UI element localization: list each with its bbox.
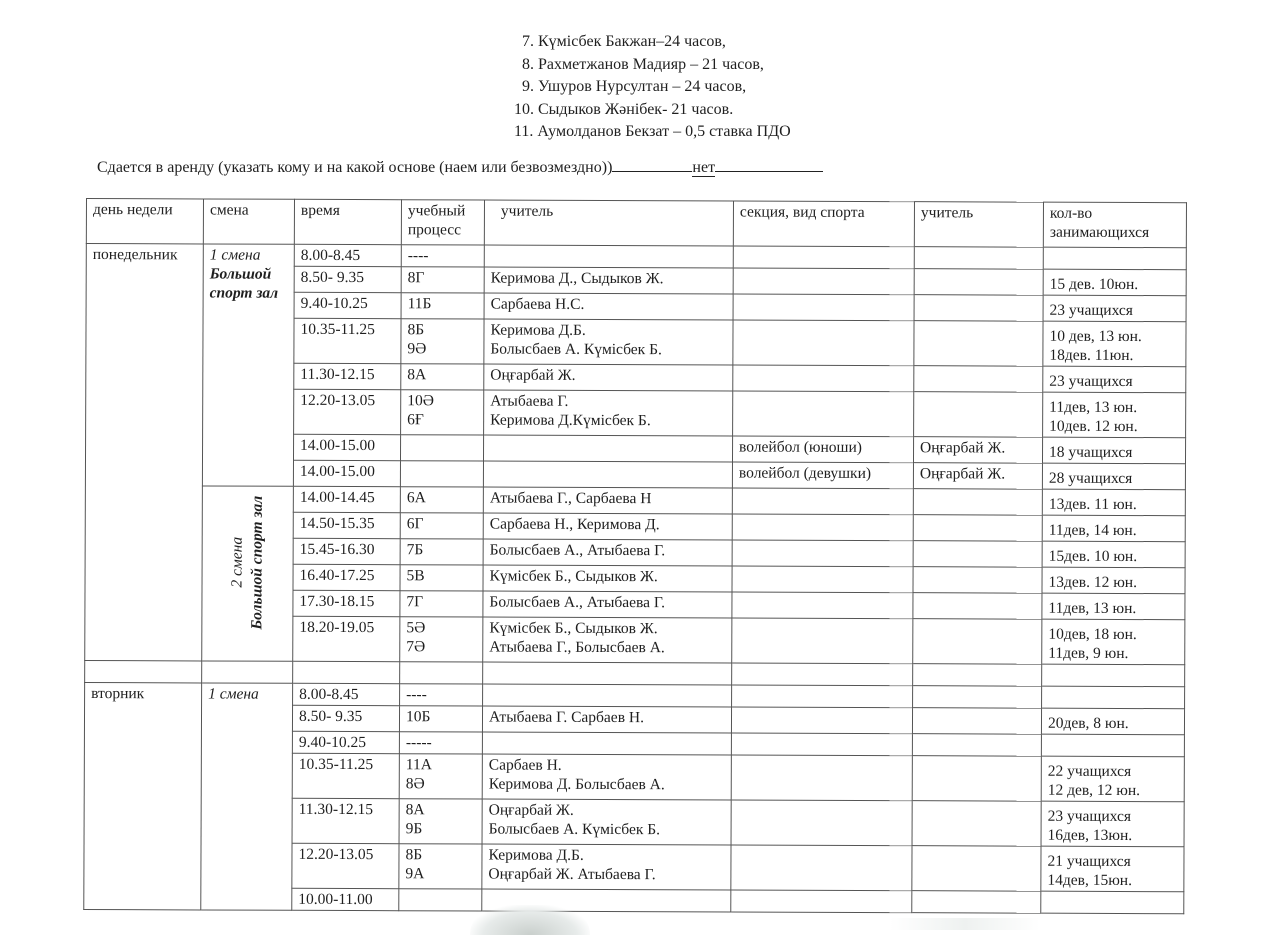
count-cell: 23 учащихся — [1043, 366, 1186, 393]
teacher-cell — [483, 435, 732, 462]
header-cell: время — [294, 199, 401, 244]
time-cell: 17.30-18.15 — [293, 590, 400, 616]
count-cell: 11дев, 13 юн. 10дев. 12 юн. — [1043, 392, 1186, 438]
time-cell: 16.40-17.25 — [293, 564, 400, 590]
time-cell: 8.00-8.45 — [293, 683, 400, 705]
time-cell: 14.00-15.00 — [293, 434, 400, 460]
time-cell: 8.50- 9.35 — [292, 705, 399, 731]
time-cell: 9.40-10.25 — [294, 292, 401, 318]
staff-list-item: 8. Рахметжанов Мадияр – 21 часов, — [522, 55, 764, 73]
class-cell: 7Б — [400, 539, 483, 565]
teacher-cell: Сарбаева Н.С. — [484, 293, 733, 320]
section-teacher-cell — [913, 619, 1042, 664]
staff-list-item: 7. Күмісбек Бакжан–24 часов, — [522, 33, 726, 50]
section-cell — [732, 618, 913, 664]
teacher-cell: Сарбаев Н. Керимова Д. Болысбаев А. — [482, 754, 731, 800]
time-cell: 15.45-16.30 — [293, 538, 400, 564]
section-teacher-cell — [913, 593, 1042, 619]
teacher-cell: Оңғарбай Ж. Болысбаев А. Күмісбек Б. — [482, 799, 731, 845]
section-cell: волейбол (юноши) — [732, 436, 913, 463]
count-cell — [1042, 686, 1185, 709]
staff-list — [510, 31, 791, 144]
header-cell: учитель — [484, 200, 733, 246]
teacher-cell: Атыбаева Г., Сарбаева Н — [483, 487, 732, 514]
header-cell: смена — [203, 199, 294, 244]
count-cell: 10 дев, 13 юн. 18дев. 11юн. — [1043, 321, 1186, 367]
empty-cell — [293, 661, 400, 683]
teacher-cell: Керимова Д.Б. Оңғарбай Ж. Атыбаева Г. — [482, 844, 731, 890]
teacher-cell: Күмісбек Б., Сыдыков Ж. Атыбаева Г., Болысбаев А. — [483, 617, 732, 663]
time-cell: 14.00-15.00 — [293, 460, 400, 486]
table-row — [85, 682, 1185, 708]
section-teacher-cell — [913, 541, 1042, 567]
class-cell: 6Г — [400, 513, 483, 539]
teacher-cell: Күмісбек Б., Сыдыков Ж. — [483, 565, 732, 592]
class-cell: 10Ә 6Ғ — [401, 390, 484, 435]
section-teacher-cell — [912, 734, 1041, 756]
section-teacher-cell — [912, 756, 1041, 801]
teacher-cell: Керимова Д.Б. Болысбаев А. Күмісбек Б. — [484, 319, 733, 365]
count-cell: 15дев. 10 юн. — [1042, 541, 1185, 568]
count-cell: 23 учащихся — [1043, 295, 1186, 322]
time-cell: 14.00-14.45 — [293, 486, 400, 512]
section-cell — [733, 294, 914, 321]
rent-line — [97, 159, 823, 177]
class-cell — [399, 889, 482, 911]
page-shadow — [470, 905, 590, 935]
time-cell: 12.20-13.05 — [294, 389, 401, 434]
time-cell: 12.20-13.05 — [292, 843, 399, 888]
time-cell: 10.35-11.25 — [294, 318, 401, 363]
count-cell: 15 дев. 10юн. — [1043, 269, 1186, 296]
table-row — [85, 485, 1185, 515]
empty-cell — [85, 660, 202, 682]
teacher-cell: Атыбаева Г. Сарбаев Н. — [482, 706, 731, 733]
time-cell: 8.00-8.45 — [294, 244, 401, 266]
class-cell: ---- — [400, 684, 483, 706]
section-teacher-cell — [913, 567, 1042, 593]
header-cell: кол-во занимающихся — [1043, 202, 1186, 248]
count-cell: 18 учащихся — [1042, 437, 1185, 464]
rent-blank — [715, 171, 823, 172]
class-cell: 6А — [400, 487, 483, 513]
section-teacher-cell — [914, 247, 1043, 269]
section-cell — [732, 685, 913, 708]
teacher-cell: Атыбаева Г. Керимова Д.Күмісбек Б. — [484, 390, 733, 436]
section-cell — [733, 391, 914, 437]
header-cell: учебный процесс — [401, 200, 484, 245]
shift-name: 2 смена — [228, 537, 246, 588]
header-row — [86, 199, 1186, 248]
header-cell: секция, вид спорта — [733, 201, 914, 247]
time-cell: 9.40-10.25 — [292, 731, 399, 753]
teacher-cell: Сарбаева Н., Керимова Д. — [483, 513, 732, 540]
class-cell: 10Б — [399, 706, 482, 732]
section-cell — [732, 514, 913, 541]
class-cell: 8Б 9А — [399, 844, 482, 889]
count-cell: 13дев. 11 юн. — [1042, 489, 1185, 516]
staff-list-item: 9. Ушуров Нурсултан – 24 часов, — [522, 78, 747, 95]
shift-cell — [202, 486, 294, 661]
class-cell: 5В — [400, 565, 483, 591]
shift-name: 1 смена — [208, 685, 259, 703]
section-teacher-cell — [912, 891, 1041, 913]
time-cell: 10.00-11.00 — [292, 888, 399, 910]
teacher-cell — [483, 684, 732, 707]
section-teacher-cell — [913, 686, 1042, 708]
time-cell: 8.50- 9.35 — [294, 266, 401, 292]
class-cell — [400, 461, 483, 487]
section-cell — [731, 755, 912, 801]
section-teacher-cell — [913, 489, 1042, 515]
section-teacher-cell — [914, 321, 1043, 366]
table-row — [86, 244, 1186, 270]
section-teacher-cell: Оңғарбай Ж. — [913, 463, 1042, 489]
class-cell: 11Б — [401, 293, 484, 319]
section-cell — [732, 540, 913, 567]
teacher-cell — [484, 245, 733, 268]
class-cell: 8Б 9Ә — [401, 319, 484, 364]
count-cell: 22 учащихся 12 дев, 12 юн. — [1041, 756, 1184, 802]
section-teacher-cell — [914, 295, 1043, 321]
staff-list-item: 11. Аумолданов Бекзат – 0,5 ставка ПДО — [514, 123, 791, 140]
section-teacher-cell — [912, 846, 1041, 891]
count-cell: 11дев, 14 юн. — [1042, 515, 1185, 542]
section-teacher-cell — [914, 392, 1043, 437]
section-cell — [731, 707, 912, 734]
section-cell — [731, 890, 912, 913]
teacher-cell: Болысбаев А., Атыбаева Г. — [483, 591, 732, 618]
day-cell: вторник — [84, 682, 202, 909]
section-cell — [731, 845, 912, 891]
class-cell: ---- — [401, 245, 484, 267]
header-cell: учитель — [914, 202, 1043, 247]
schedule-table — [83, 198, 1187, 914]
section-cell — [732, 592, 913, 619]
section-teacher-cell — [912, 708, 1041, 734]
shift-place: Большой спорт зал — [248, 495, 266, 630]
count-cell: 21 учащихся 14дев, 15юн. — [1041, 846, 1184, 892]
class-cell: 11А 8Ә — [399, 754, 482, 799]
class-cell: 8Г — [401, 267, 484, 293]
shift-name: 1 смена — [209, 246, 261, 264]
section-cell — [733, 320, 914, 366]
section-cell — [733, 246, 914, 269]
time-cell: 11.30-12.15 — [292, 798, 399, 843]
empty-cell — [202, 661, 293, 683]
section-cell — [733, 268, 914, 295]
empty-cell — [732, 663, 913, 686]
section-cell — [733, 365, 914, 392]
class-cell: 7Г — [400, 591, 483, 617]
section-cell — [731, 733, 912, 756]
count-cell: 28 учащихся — [1042, 463, 1185, 490]
header-cell: день недели — [86, 199, 203, 244]
shift-cell — [201, 683, 293, 910]
rent-value: нет — [692, 159, 716, 176]
teacher-cell: Оңғарбай Ж. — [484, 364, 733, 391]
shift-place: Большой спорт зал — [209, 265, 279, 302]
class-cell: 8А 9Б — [399, 799, 482, 844]
section-teacher-cell — [912, 801, 1041, 846]
time-cell: 18.20-19.05 — [293, 616, 400, 661]
section-teacher-cell: Оңғарбай Ж. — [913, 437, 1042, 463]
section-teacher-cell — [913, 515, 1042, 541]
teacher-cell: Болысбаев А., Атыбаева Г. — [483, 539, 732, 566]
section-cell — [731, 800, 912, 846]
class-cell: ----- — [399, 732, 482, 754]
section-teacher-cell — [914, 269, 1043, 295]
empty-cell — [400, 662, 483, 684]
empty-cell — [1042, 664, 1185, 687]
count-cell — [1041, 734, 1184, 757]
section-teacher-cell — [914, 366, 1043, 392]
staff-list-item: 10. Сыдыков Жәнібек- 21 часов. — [514, 100, 734, 118]
time-cell: 14.50-15.35 — [293, 512, 400, 538]
empty-cell — [483, 662, 732, 685]
count-cell: 11дев, 13 юн. — [1042, 593, 1185, 620]
rent-label: Сдается в аренду (указать кому и на какой основе (наем или безвозмездно)) — [97, 159, 613, 176]
class-cell: 8А — [401, 364, 484, 390]
section-cell: волейбол (девушки) — [732, 462, 913, 489]
count-cell — [1043, 247, 1186, 270]
shift-cell — [202, 244, 294, 486]
teacher-cell — [482, 732, 731, 755]
class-cell: 5Ә 7Ә — [400, 617, 483, 662]
day-cell: понедельник — [85, 244, 204, 661]
class-cell — [400, 435, 483, 461]
count-cell: 13дев. 12 юн. — [1042, 567, 1185, 594]
time-cell: 10.35-11.25 — [292, 753, 399, 798]
count-cell: 23 учащихся 16дев, 13юн. — [1041, 801, 1184, 847]
page-shadow — [890, 918, 1040, 930]
section-cell — [732, 488, 913, 515]
time-cell: 11.30-12.15 — [294, 363, 401, 389]
rent-blank — [612, 171, 692, 172]
count-cell: 10дев, 18 юн. 11дев, 9 юн. — [1042, 619, 1185, 665]
count-cell — [1041, 891, 1184, 914]
empty-cell — [913, 664, 1042, 686]
teacher-cell: Керимова Д., Сыдыков Ж. — [484, 267, 733, 294]
section-cell — [732, 566, 913, 593]
count-cell: 20дев, 8 юн. — [1041, 708, 1184, 735]
teacher-cell — [483, 461, 732, 488]
